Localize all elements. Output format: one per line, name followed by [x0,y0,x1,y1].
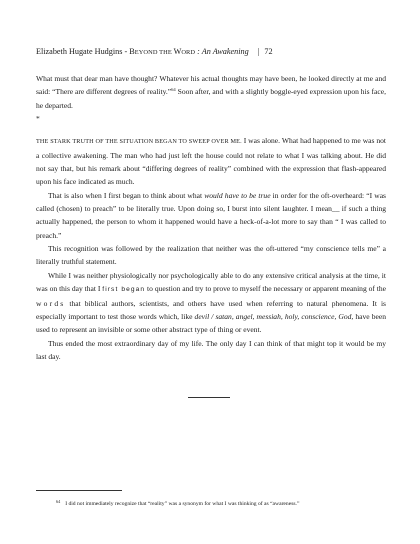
spaced-emphasis: first began [102,286,146,294]
paragraph: THE STARK TRUTH OF THE SITUATION BEGAN TO SWEEP OVER ME. I was alone. What had happened to me was not a collective awakening. The man who had just left the house could not relate to what I was talking about. He did not say that, but his remark about “differing degrees of reality” combined with the expression that flash-appeared upon his face indicated as much. [36,136,387,187]
body-text [36,72,386,363]
footnote [56,500,386,508]
lead-in-small-caps: THE STARK TRUTH OF THE SITUATION BEGAN TO SWEEP OVER ME. [36,138,242,146]
footnote-reference: 64 [171,87,176,93]
spaced-emphasis: words [36,298,66,308]
section-gap [36,125,386,134]
section-break-asterisk: * [36,114,40,124]
header-separator: | [257,47,260,56]
header-subtitle: : An Awakening [197,47,249,56]
header-author: Elizabeth Hugate Hudgins - [36,47,130,56]
paragraph: This recognition was followed by the realization that neither was the oft-uttered “my conscience tells me” a literally truthful statement. [36,244,386,267]
footnote-text: I did not immediately recognize that “reality” was a synonym for what I was thinking of as “awareness.” [65,501,300,507]
page-number: 72 [264,47,273,56]
paragraph: While I was neither physiologically nor psychologically able to do any extensive critical analysis at the time, it was on this day that I first began to question and try to prove to myself the necessary or apparent meaning of the words that biblical authors, scientists, and others have used when referring to natural phenomena. It is especially important to test those words which, like devil / satan, angel, messiah, holy, conscience, God, have been used to represent an invisible or some other abstract type of thing or event. [36,270,387,335]
emphasis: would have to be true [204,190,271,200]
emphasis: devil / satan, angel, messiah, holy, conscience, God, [194,311,354,321]
section-end-rule [188,397,230,398]
paragraph: What must that dear man have thought? Whatever his actual thoughts may have been, he looked directly at me and said: “There are different degrees of reality.”$^{64}$ Soon after, and with a slightly boggle-eyed expression upon his face, he departed. [36,74,386,110]
footnote-separator-rule [36,490,122,491]
paragraph: Thus ended the most extraordinary day of my life. The only day I can think of that might top it would be my last day. [36,338,386,361]
header-title: BEYOND THE WORD [129,47,196,56]
footnote-number: 64 [56,498,61,504]
running-header [36,47,376,56]
paragraph: That is also when I first began to think about what would have to be true in order for the oft-overheard: “I was called (chosen) to preach” to be literally true. Upon doing so, I burst into silent laughter. I mean__ if such a thing actually happened, the person to whom it happened would have a heck-of-a-lot more to say than “ I was called to preach.” [36,190,386,240]
